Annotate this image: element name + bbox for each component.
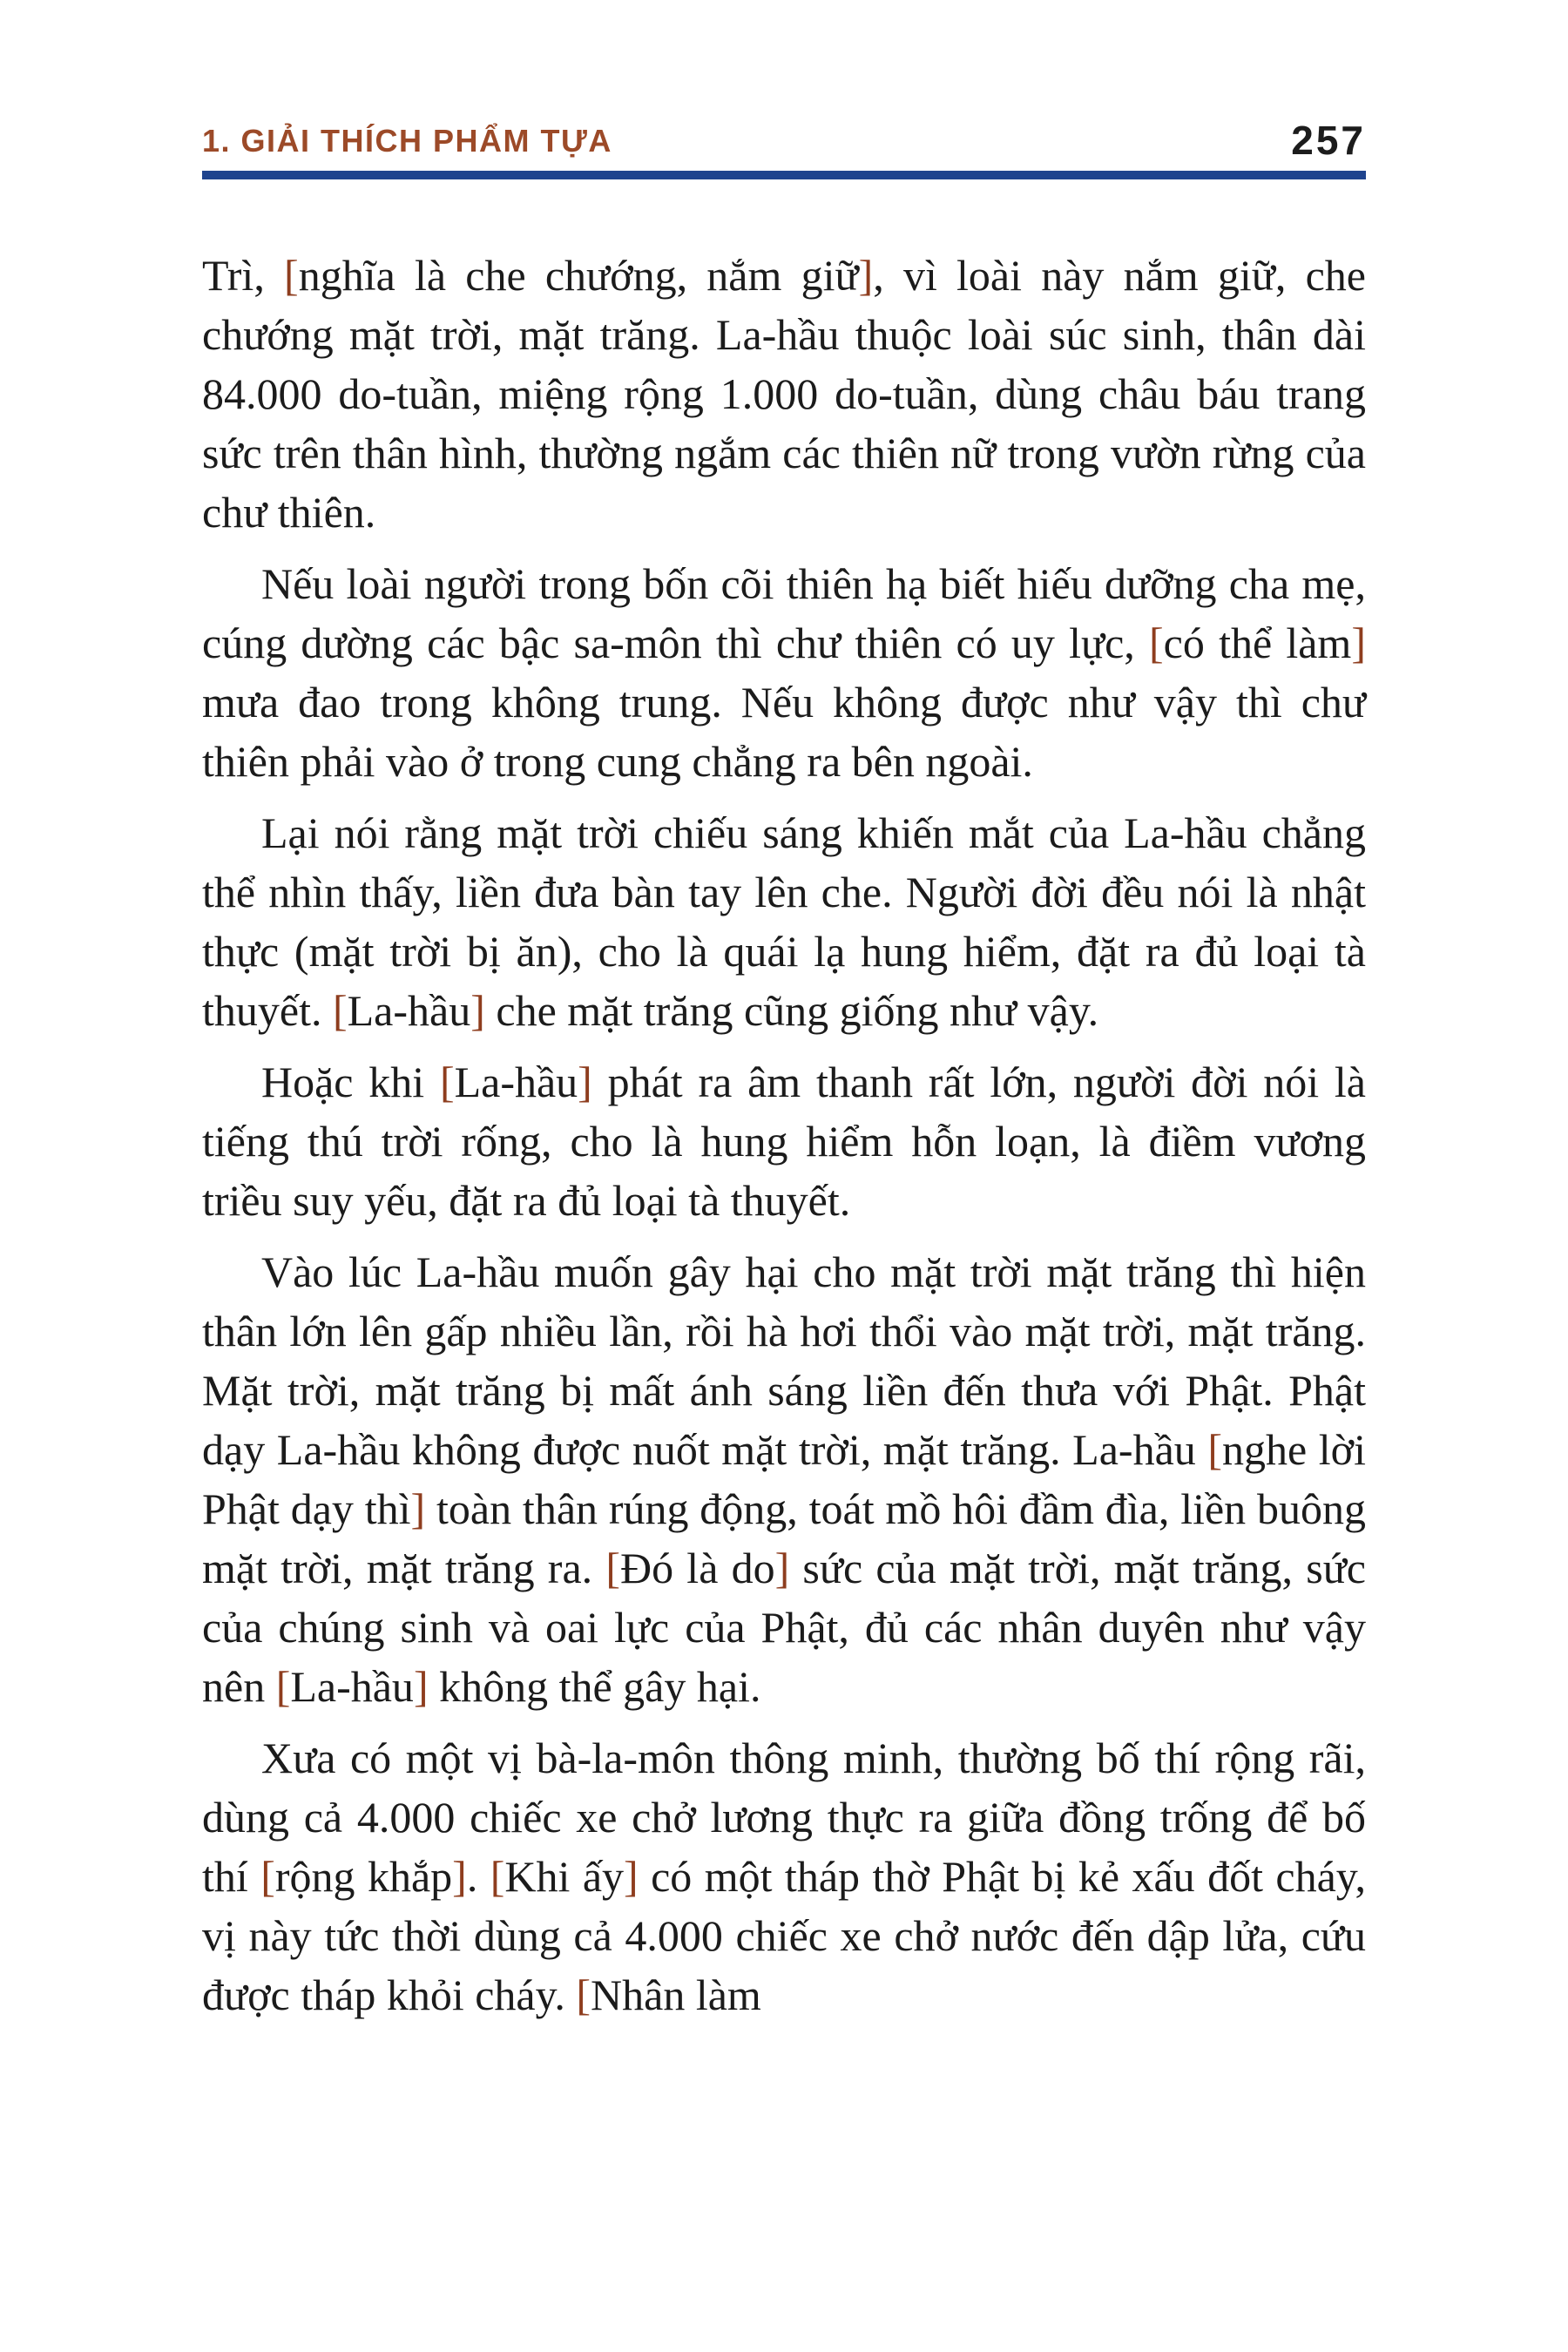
bracket-mark: [ [605, 1544, 620, 1592]
bracket-mark: [ [284, 251, 299, 300]
bracket-mark: ] [410, 1484, 426, 1533]
body-paragraph: Hoặc khi [La-hầu] phát ra âm thanh rất lớn, người đời nói là tiếng thú trời rống, cho là hung hiểm hỗn loạn, là điềm vương triều suy yếu, đặt ra đủ loại tà thuyết. [202, 1058, 1366, 1225]
body-paragraph: Xưa có một vị bà-la-môn thông minh, thường bố thí rộng rãi, dùng cả 4.000 chiếc xe chở lương thực ra giữa đồng trống để bố thí [rộng khắp]. [Khi ấy] có một tháp thờ Phật bị kẻ xấu đốt cháy, vị này tức thời dùng cả 4.000 chiếc xe chở nước đến dập lửa, cứu được tháp khỏi cháy. [Nhân làm [202, 1734, 1367, 2019]
running-header-title: 1. GIẢI THÍCH PHẨM TỰA [202, 123, 612, 159]
body-text [202, 246, 1366, 2024]
header-divider [202, 171, 1366, 179]
bracket-mark: ] [578, 1058, 592, 1106]
bracket-mark: ] [858, 251, 874, 300]
bracket-mark: ] [624, 1852, 639, 1901]
bracket-mark: ] [413, 1662, 429, 1711]
bracket-mark: ] [1351, 618, 1366, 667]
bracket-mark: [ [332, 986, 348, 1035]
bracket-mark: [ [490, 1852, 505, 1901]
bracket-mark: [ [576, 1970, 591, 2019]
page-content [202, 120, 1366, 2037]
body-paragraph: Trì, [nghĩa là che chướng, nắm giữ], vì loài này nắm giữ, che chướng mặt trời, mặt trăng. La-hầu thuộc loài súc sinh, thân dài 84.000 do-tuần, miệng rộng 1.000 do-tuần, dùng châu báu trang sức trên thân hình, thường ngắm các thiên nữ trong vườn rừng của chư thiên. [202, 251, 1366, 537]
page-header [202, 118, 1366, 163]
bracket-mark: [ [1207, 1425, 1222, 1474]
bracket-mark: ] [452, 1852, 467, 1901]
bracket-mark: ] [774, 1544, 790, 1592]
bracket-mark: [ [275, 1662, 291, 1711]
bracket-mark: ] [470, 986, 485, 1035]
bracket-mark: [ [439, 1058, 455, 1106]
body-paragraph: Nếu loài người trong bốn cõi thiên hạ biết hiếu dưỡng cha mẹ, cúng dường các bậc sa-môn thì chư thiên có uy lực, [có thể làm] mưa đao trong không trung. Nếu không được như vậy thì chư thiên phải vào ở trong cung chẳng ra bên ngoài. [202, 559, 1366, 786]
bracket-mark: [ [260, 1852, 275, 1901]
bracket-mark: [ [1149, 618, 1164, 667]
body-paragraph: Vào lúc La-hầu muốn gây hại cho mặt trời mặt trăng thì hiện thân lớn lên gấp nhiều lần, rồi hà hơi thổi vào mặt trời, mặt trăng. Mặt trời, mặt trăng bị mất ánh sáng liền đến thưa với Phật. Phật dạy La-hầu không được nuốt mặt trời, mặt trăng. La-hầu [nghe lời Phật dạy thì] toàn thân rúng động, toát mồ hôi đầm đìa, liền buông mặt trời, mặt trăng ra. [Đó là do] sức của mặt trời, mặt trăng, sức của chúng sinh và oai lực của Phật, đủ các nhân duyên như vậy nên [La-hầu] không thể gây hại. [202, 1247, 1366, 1711]
body-paragraph: Lại nói rằng mặt trời chiếu sáng khiến mắt của La-hầu chẳng thể nhìn thấy, liền đưa bàn tay lên che. Người đời đều nói là nhật thực (mặt trời bị ăn), cho là quái lạ hung hiểm, đặt ra đủ loại tà thuyết. [La-hầu] che mặt trăng cũng giống như vậy. [202, 808, 1366, 1035]
page-number: 257 [1291, 118, 1366, 163]
